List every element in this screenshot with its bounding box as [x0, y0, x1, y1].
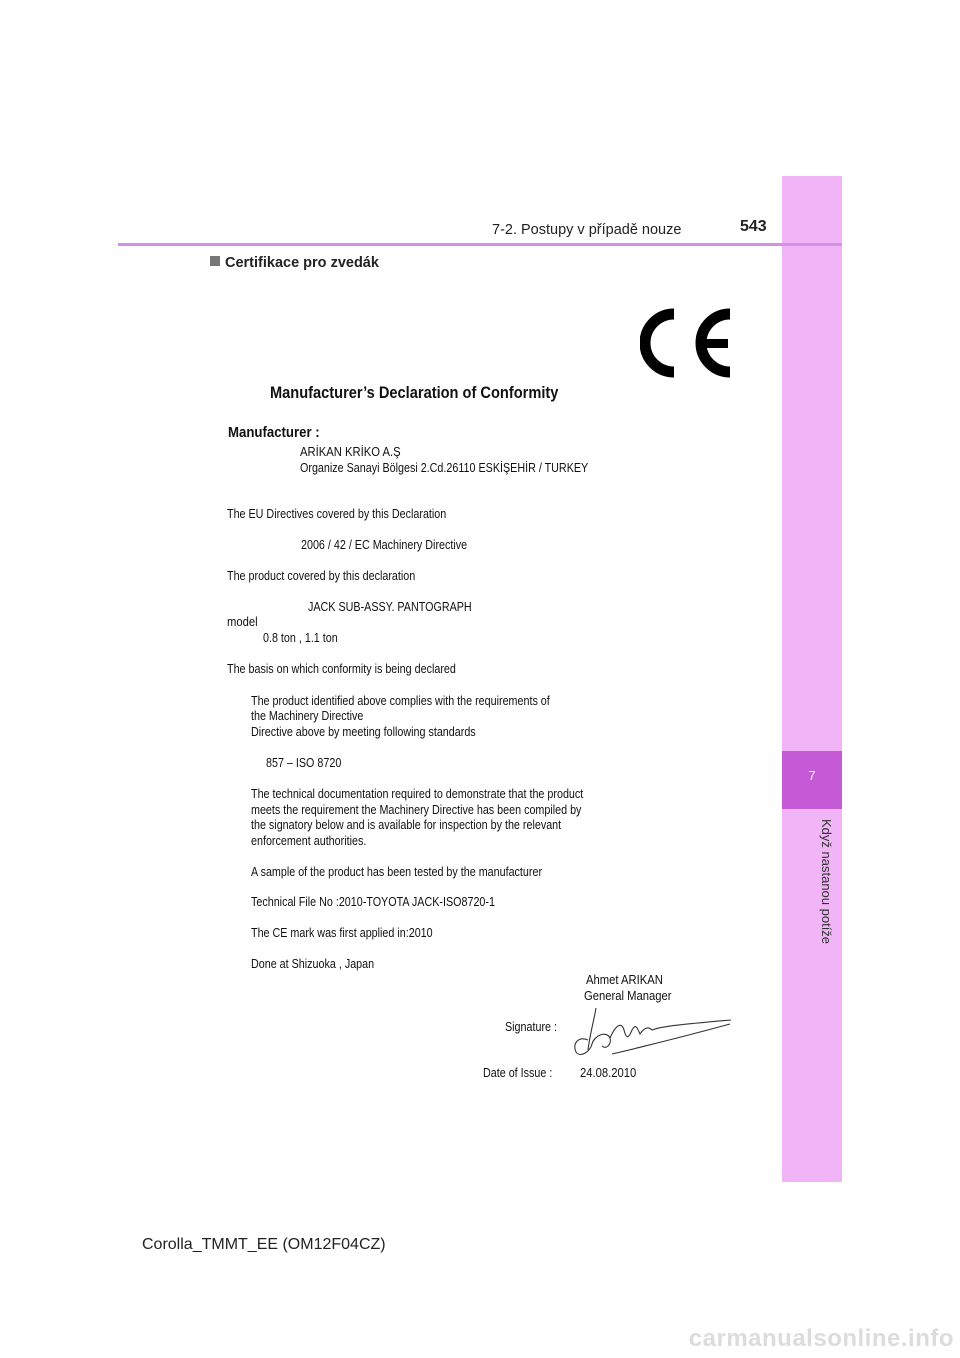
manufacturer-name: ARİKAN KRİKO A.Ş [300, 445, 401, 459]
product-heading: The product covered by this declaration [227, 569, 416, 583]
declaration-title: Manufacturer’s Declaration of Conformity [270, 383, 559, 402]
sample-tested: A sample of the product has been tested by the manufacturer [251, 865, 543, 879]
section-title: 7-2. Postupy v případě nouze [492, 222, 682, 238]
watermark: carmanualsonline.info [688, 1325, 954, 1352]
model-label: model [227, 615, 258, 629]
manufacturer-address: Organize Sanayi Bölgesi 2.Cd.26110 ESKİŞEHİR / TURKEY [300, 461, 589, 475]
eu-directives-heading: The EU Directives covered by this Declaration [227, 507, 447, 521]
ce-mark-icon [640, 308, 736, 378]
model-values: 0.8 ton , 1.1 ton [263, 631, 338, 645]
basis-line: The product identified above complies with the requirements of [251, 694, 550, 708]
date-value: 24.08.2010 [580, 1066, 637, 1080]
tech-doc-line: the signatory below and is available for inspection by the relevant [251, 818, 562, 832]
page-number: 543 [740, 218, 767, 235]
basis-line: Directive above by meeting following standards [251, 725, 476, 739]
tech-doc-line: enforcement authorities. [251, 834, 367, 848]
tech-doc-line: The technical documentation required to demonstrate that the product [251, 787, 584, 801]
signature-label: Signature : [505, 1020, 558, 1034]
done-at: Done at Shizuoka , Japan [251, 957, 375, 971]
manufacturer-label: Manufacturer : [228, 424, 320, 441]
standard: 857 – ISO 8720 [266, 756, 342, 770]
tech-doc-line: meets the requirement the Machinery Directive has been compiled by [251, 803, 582, 817]
technical-file: Technical File No :2010-TOYOTA JACK-ISO8720-1 [251, 895, 495, 909]
ce-applied: The CE mark was first applied in:2010 [251, 926, 433, 940]
product-name: JACK SUB-ASSY. PANTOGRAPH [308, 600, 472, 614]
handwritten-signature-icon [566, 1000, 736, 1062]
chapter-title: Když nastanou potíže [819, 819, 834, 945]
basis-heading: The basis on which conformity is being declared [227, 662, 456, 676]
footer-document-code: Corolla_TMMT_EE (OM12F04CZ) [142, 1236, 386, 1253]
basis-line: the Machinery Directive [251, 709, 364, 723]
date-label: Date of Issue : [483, 1066, 553, 1080]
subsection-title: Certifikace pro zvedák [225, 255, 379, 271]
directive: 2006 / 42 / EC Machinery Directive [301, 538, 468, 552]
signatory-title: General Manager [584, 989, 672, 1003]
chapter-number: 7 [808, 768, 816, 783]
signatory-name: Ahmet ARIKAN [586, 973, 663, 987]
